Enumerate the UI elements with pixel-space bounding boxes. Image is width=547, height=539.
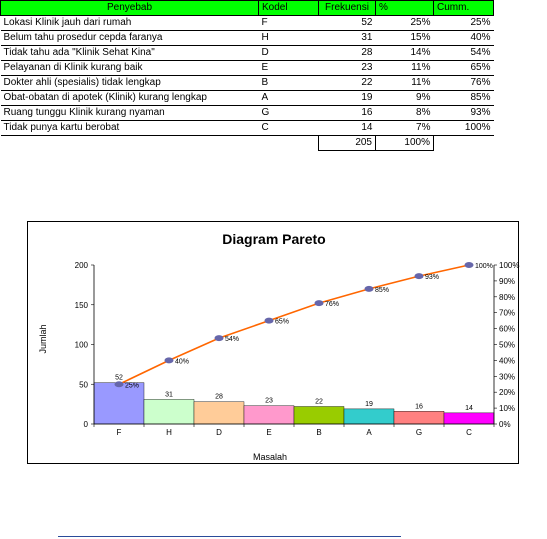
- cell-cumulative: 54%: [434, 46, 494, 61]
- y2-tick-label: 70%: [499, 308, 516, 318]
- cumulative-point: [115, 381, 124, 387]
- bar-A: [344, 409, 394, 424]
- y2-tick-label: 0%: [499, 420, 511, 429]
- x-tick-label: B: [316, 428, 322, 437]
- cell-cause: Ruang tunggu Klinik kurang nyaman: [1, 106, 259, 121]
- y2-tick-label: 40%: [499, 356, 516, 366]
- y2-tick-label: 80%: [499, 292, 516, 302]
- y2-tick-label: 20%: [499, 388, 516, 398]
- cumulative-point: [165, 357, 174, 363]
- bar-D: [194, 402, 244, 424]
- x-tick-label: F: [116, 428, 122, 437]
- cumulative-point-label: 76%: [325, 301, 340, 309]
- bar-G: [394, 411, 444, 424]
- cell-percent: 7%: [376, 121, 434, 136]
- cell-frequency: 52: [319, 16, 376, 31]
- cell-cause: Tidak punya kartu berobat: [1, 121, 259, 136]
- total-percent: 100%: [376, 136, 434, 151]
- bar-B: [294, 407, 344, 424]
- bar-value-label: 22: [315, 398, 323, 406]
- header-frekuensi: Frekuensi: [319, 1, 376, 16]
- cell-percent: 9%: [376, 91, 434, 106]
- y-tick-label: 150: [74, 300, 88, 310]
- bar-value-label: 52: [115, 374, 123, 382]
- x-tick-label: H: [166, 428, 172, 437]
- cumulative-point: [315, 300, 324, 306]
- cell-code: H: [259, 31, 319, 46]
- pareto-table: [0, 0, 494, 151]
- table-row: [1, 61, 494, 76]
- cell-cumulative: 25%: [434, 16, 494, 31]
- cell-percent: 25%: [376, 16, 434, 31]
- cell-frequency: 14: [319, 121, 376, 136]
- total-frequency: 205: [319, 136, 376, 151]
- y2-tick-label: 10%: [499, 404, 516, 414]
- bar-value-label: 23: [265, 397, 273, 405]
- cumulative-point-label: 93%: [425, 274, 440, 282]
- table-header-row: [1, 1, 494, 16]
- bar-value-label: 31: [165, 391, 173, 399]
- bar-value-label: 14: [465, 404, 473, 412]
- cumulative-point-label: 25%: [125, 382, 140, 390]
- x-axis-label: Masalah: [252, 452, 288, 462]
- cell-percent: 14%: [376, 46, 434, 61]
- header-persen: %: [376, 1, 434, 16]
- table-row: [1, 31, 494, 46]
- cumulative-point: [215, 335, 224, 341]
- x-tick-label: E: [266, 428, 272, 437]
- cell-frequency: 19: [319, 91, 376, 106]
- table-total-row: [1, 136, 494, 151]
- cell-frequency: 22: [319, 76, 376, 91]
- cell-frequency: 28: [319, 46, 376, 61]
- y-tick-label: 0: [83, 420, 88, 429]
- cumulative-point: [365, 286, 374, 292]
- cell-percent: 11%: [376, 61, 434, 76]
- empty-cell: [1, 136, 259, 151]
- cell-code: B: [259, 76, 319, 91]
- header-kode: Kodel: [259, 1, 319, 16]
- bar-H: [144, 399, 194, 424]
- bar-value-label: 19: [365, 400, 373, 408]
- table-row: [1, 121, 494, 136]
- cumulative-point: [265, 318, 274, 324]
- cell-cumulative: 76%: [434, 76, 494, 91]
- y-tick-label: 50: [79, 380, 88, 390]
- cell-cause: Belum tahu prosedur cepda faranya: [1, 31, 259, 46]
- cell-code: D: [259, 46, 319, 61]
- footer-underline: [58, 536, 401, 537]
- bar-C: [444, 413, 494, 424]
- cumulative-point-label: 54%: [225, 336, 240, 344]
- y2-tick-label: 30%: [499, 372, 516, 382]
- y-tick-label: 200: [74, 261, 88, 270]
- header-penyebab: Penyebab: [1, 1, 259, 16]
- cell-code: E: [259, 61, 319, 76]
- bar-value-label: 28: [215, 393, 223, 401]
- cell-code: G: [259, 106, 319, 121]
- y-tick-label: 100: [74, 340, 88, 350]
- cumulative-point: [465, 262, 474, 268]
- table-row: [1, 91, 494, 106]
- y2-tick-label: 100%: [499, 261, 520, 270]
- cell-cumulative: 100%: [434, 121, 494, 136]
- y2-tick-label: 50%: [499, 340, 516, 350]
- cell-cumulative: 40%: [434, 31, 494, 46]
- cell-cumulative: 85%: [434, 91, 494, 106]
- cell-frequency: 23: [319, 61, 376, 76]
- table-row: [1, 46, 494, 61]
- cell-frequency: 16: [319, 106, 376, 121]
- cumulative-point: [415, 273, 424, 279]
- y-axis-label: Jumlah: [38, 324, 48, 354]
- y2-tick-label: 90%: [499, 276, 516, 286]
- pareto-chart: [27, 221, 519, 464]
- cell-cause: Obat-obatan di apotek (Klinik) kurang lengkap: [1, 91, 259, 106]
- x-tick-label: D: [216, 428, 222, 437]
- cell-cumulative: 65%: [434, 61, 494, 76]
- cell-frequency: 31: [319, 31, 376, 46]
- table-row: [1, 76, 494, 91]
- x-tick-label: A: [366, 428, 372, 437]
- cumulative-point-label: 100%: [475, 263, 493, 270]
- cell-cause: Tidak tahu ada "Klinik Sehat Kina": [1, 46, 259, 61]
- cell-cause: Dokter ahli (spesialis) tidak lengkap: [1, 76, 259, 91]
- plot-area: [75, 261, 520, 437]
- cell-percent: 8%: [376, 106, 434, 121]
- cell-code: C: [259, 121, 319, 136]
- chart-title: Diagram Pareto: [222, 231, 326, 247]
- cumulative-line: [119, 265, 469, 384]
- cell-cumulative: 93%: [434, 106, 494, 121]
- cell-percent: 11%: [376, 76, 434, 91]
- cell-percent: 15%: [376, 31, 434, 46]
- x-tick-label: C: [466, 428, 472, 437]
- cumulative-point-label: 85%: [375, 286, 390, 294]
- cell-code: F: [259, 16, 319, 31]
- bar-value-label: 16: [415, 403, 423, 411]
- x-tick-label: G: [415, 428, 423, 437]
- empty-cell: [259, 136, 319, 151]
- cumulative-point-label: 40%: [175, 358, 190, 366]
- bar-E: [244, 406, 294, 424]
- y2-tick-label: 60%: [499, 324, 516, 334]
- cumulative-point-label: 65%: [275, 318, 290, 326]
- header-cumm: Cumm.: [434, 1, 494, 16]
- table-row: [1, 106, 494, 121]
- cell-cause: Pelayanan di Klinik kurang baik: [1, 61, 259, 76]
- cell-code: A: [259, 91, 319, 106]
- pareto-chart-svg: [28, 222, 520, 465]
- empty-cell: [434, 136, 494, 151]
- table-row: [1, 16, 494, 31]
- cell-cause: Lokasi Klinik jauh dari rumah: [1, 16, 259, 31]
